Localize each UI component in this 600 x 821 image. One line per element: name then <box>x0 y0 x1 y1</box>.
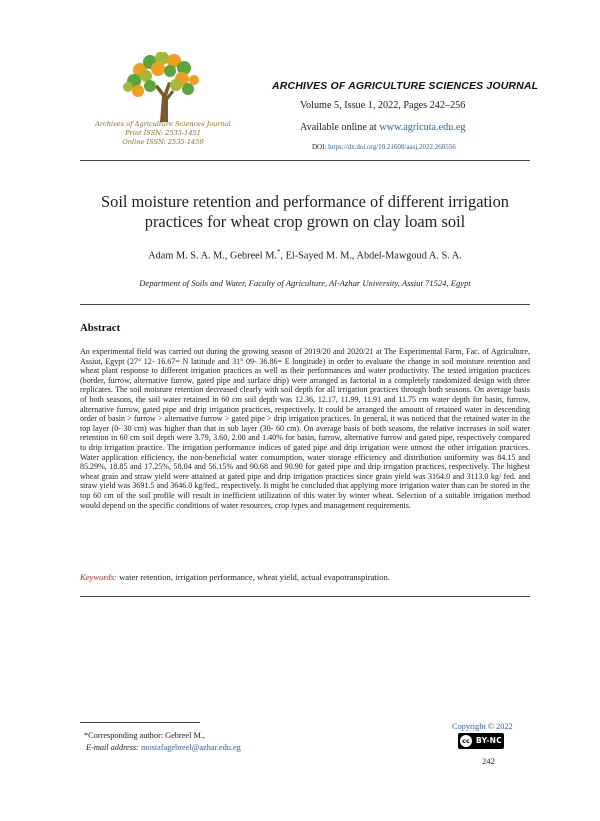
doi-line <box>312 143 456 151</box>
cc-license-badge[interactable] <box>458 733 504 749</box>
keywords-divider <box>80 596 530 597</box>
doi-link[interactable]: https://dx.doi.org/10.21608/aasj.2022.260556 <box>328 143 456 151</box>
email-link[interactable]: mostafagebreel@azhar.edu.eg <box>138 743 241 752</box>
journal-website-link[interactable]: www.agricuta.edu.eg <box>379 122 466 133</box>
volume-line: Volume 5, Issue 1, 2022, Pages 242–256 <box>300 100 466 111</box>
doi-label: DOI: <box>312 143 329 151</box>
abstract-heading: Abstract <box>80 322 121 334</box>
cc-icon: cc <box>460 735 472 747</box>
footnote-divider <box>80 722 200 723</box>
page-number: 242 <box>482 756 495 766</box>
corresponding-mark: * <box>276 248 281 256</box>
availability-line <box>300 122 466 133</box>
authors-first: Adam M. S. A. M., Gebreel M. <box>148 250 277 262</box>
license-tag: BY-NC <box>476 736 503 745</box>
header-divider <box>80 160 530 161</box>
copyright-notice[interactable]: Copyright © 2022 <box>452 722 513 731</box>
article-title: Soil moisture retention and performance of different irrigation practices for wheat crop grown on clay loam soil <box>101 192 509 231</box>
logo-print-issn: Print ISSN: 2535-1451 <box>125 129 201 137</box>
logo-online-issn: Online ISSN: 2535-1459 <box>122 138 204 146</box>
journal-title: ARCHIVES OF AGRICULTURE SCIENCES JOURNAL <box>272 80 539 92</box>
author-list <box>78 248 532 261</box>
email-label: E-mail address: <box>86 743 139 752</box>
availability-prefix: Available online at <box>300 122 380 133</box>
email-line <box>86 743 241 752</box>
logo-journal-name: Archives of Agriculture Sciences Journal <box>95 120 231 128</box>
affiliation: Department of Soils and Water, Faculty of Agriculture, Al-Azhar University, Assiut 71524, Egypt <box>139 278 471 288</box>
keywords-text: water retention, irrigation performance, wheat yield, actual evapotranspiration. <box>116 572 390 582</box>
keywords-label: Keywords: <box>80 572 117 582</box>
authors-rest: , El-Sayed M. M., Abdel-Mawgoud A. S. A. <box>280 250 462 262</box>
journal-logo <box>88 52 238 157</box>
keywords-line <box>80 572 530 582</box>
affiliation-divider <box>80 304 530 305</box>
abstract-text: An experimental field was carried out during the growing season of 2019/20 and 2020/21 at The Experimental Farm, Fac. of Agriculture, Assiut, Egypt (27° 12- 16.67= N latitude and 31° 09- 36.86= E longitude) in order to evaluate the change in soil moisture retention and wheat plant response to different irrigation practices as well as their performances and water productivity. The tested irrigation practices (border, furrow, alternative furrow, gated pipe and surface drip) were arranged as factorial in a completely randomized design with three replicates. The soil moisture retention decreased clearly with soil depth for all irrigation practices through both seasons. On average basis of both seasons, the soil water retained in 60 cm soil depth was 12.36, 12.17, 11.99, 11.91 and 11.75 cm water depth for basin, furrow, alternative furrow, gated pipe and drip irrigation practices, respectively. It could be arranged the amount of retained water in descending order of basin > furrow > alternative furrow > gated pipe > drip irrigation practices. In general, it was noticed that the retained water in the top layer (0- 30 cm) was higher than that in sub layer (30- 60 cm). On average basis of both seasons, the relative increases in soil water retention in 60 cm soil depth were 3.79, 3.60, 2.00 and 1.40% for basin, furrow, alternative furrow and gated pipe, respectively compared to drip irrigation practice. The irrigation performance indices of gated pipe and drip irrigation were utmost the other irrigation practices. Water application efficiency, the non-beneficial water consumption, water storage efficiency and distribution uniformity was 84.15 and 85.29%, 18.85 and 17.25%, 58.04 and 56.15% and 90.68 and 90.90 for gated pipe and drip irrigation practices, respectively. The highest wheat grain and straw yield were attained at gated pipe and drip irrigation practices since grain yield was 3164.0 and 3113.0 kg/ fed. and straw yield was 3691.5 and 3646.0 kg/fed., respectively. It might be concluded that applying more irrigation water than can be stored in the top 60 cm of the soil profile will result in inefficient utilization of this water by winter wheat. Selection of a suitable irrigation method would depend on the specific conditions of water resources, crop types and management requirements. <box>80 347 530 510</box>
tree-logo-icon <box>88 52 238 124</box>
corresponding-author: *Corresponding author: Gebreel M., <box>84 731 205 740</box>
